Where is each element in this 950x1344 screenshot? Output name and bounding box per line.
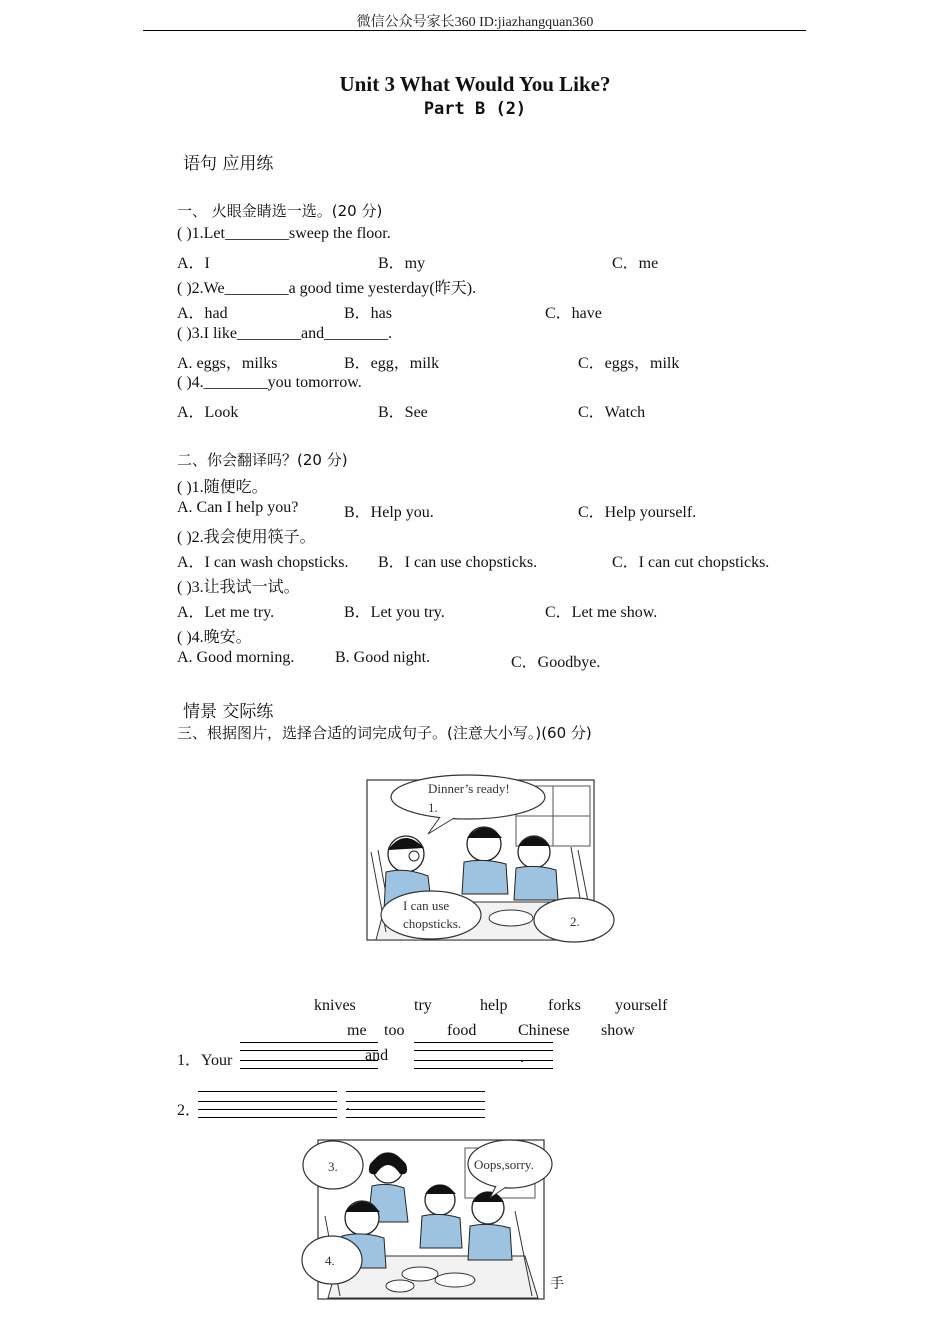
s1-q2-stem: ( )2.We________a good time yesterday(昨天). [177,280,477,297]
s3-sentence1-prefix: 1．Your [177,1052,233,1069]
s1-q3-stem: ( )3.I like________and________. [177,325,393,342]
s1-q3-option-a: A. eggs，milks [177,355,278,372]
s3-s1-blank2-line-d [414,1068,553,1069]
s2-q4-option-c: C．Goodbye. [511,654,601,671]
s3-s1-blank2-line-b [414,1050,553,1051]
word-knives: knives [314,997,356,1014]
bubble3-num-pic2: 3. [328,1159,338,1174]
bubble2-line1: I can use [403,898,450,913]
s1-q4-option-a: A．Look [177,404,239,421]
s3-s1-blank1-line-b [240,1050,378,1051]
s1-q2-option-b: B．has [344,305,393,322]
s3-s1-blank1-line-c [240,1060,378,1061]
s2-q2-option-b: B．I can use chopsticks. [378,554,538,571]
header-divider [143,30,806,31]
s2-q4-option-a: A. Good morning. [177,649,295,666]
s3-s2-blank2-line-d [346,1117,485,1118]
s2-q1-option-c: C．Help yourself. [578,504,697,521]
bubble2-line2: chopsticks. [403,916,462,931]
s3-s2-blank2-line-b [346,1101,485,1102]
s2-q3-option-a: A．Let me try. [177,604,275,621]
s3-sentence2-period: . [346,1097,350,1114]
word-show: show [601,1022,635,1039]
bubble3-num: 2. [570,914,580,929]
bubble-oops-sorry: Oops,sorry. [474,1157,534,1172]
word-yourself: yourself [615,997,668,1014]
s2-q2-stem: ( )2.我会使用筷子。 [177,529,316,546]
bubble1-num: 1. [428,800,438,815]
s2-q3-stem: ( )3.让我试一试。 [177,579,300,596]
s2-q1-option-b: B．Help you. [344,504,434,521]
s1-q4-option-c: C．Watch [578,404,646,421]
s2-q4-option-b: B. Good night. [335,649,431,666]
page-title: Unit 3 What Would You Like? [339,72,611,96]
word-try: try [414,997,432,1014]
s2-q3-option-b: B．Let you try. [344,604,445,621]
s3-s2-blank1-line-a [198,1091,337,1092]
s1-q2-option-c: C．have [545,305,602,322]
s3-sentence1-and: and [365,1047,389,1064]
s1-q3-option-c: C．eggs，milk [578,355,680,372]
s3-s2-blank2-line-a [346,1091,485,1092]
dinner-illustration-2 [300,1136,556,1302]
s3-s1-blank2-line-a [414,1042,553,1043]
bubble4-num: 4. [325,1253,335,1268]
s1-q1-option-b: B．my [378,255,426,272]
s1-q2-option-a: A．had [177,305,228,322]
s1-q1-option-c: C．me [612,255,659,272]
dinner-illustration-1 [366,772,618,944]
page-subtitle: Part B (2) [423,99,527,119]
s2-q4-stem: ( )4.晚安。 [177,629,252,646]
section1-heading: 一、 火眼金睛选一选。(20 分) [177,202,383,220]
s2-q3-option-c: C．Let me show. [545,604,658,621]
s3-sentence1-period: . [520,1049,524,1066]
s3-s1-blank2-line-c [414,1060,553,1061]
word-me: me [347,1022,367,1039]
s1-q4-option-b: B．See [378,404,428,421]
section3-heading: 三、根据图片，选择合适的词完成句子。(注意大小写。)(60 分) [177,724,592,742]
word-help: help [480,997,508,1014]
section2-heading: 二、你会翻译吗？(20 分) [177,451,348,469]
page-header: 微信公众号家长360 ID:jiazhangquan360 [356,15,594,30]
banner-sentence-practice: 语句 应用练 [183,154,274,174]
s3-s1-blank1-line-a [240,1042,378,1043]
s2-q1-stem: ( )1.随便吃。 [177,479,268,496]
word-food: food [447,1022,477,1039]
s2-q2-option-c: C．I can cut chopsticks. [612,554,770,571]
word-chinese: Chinese [518,1022,570,1039]
s3-s2-blank1-line-b [198,1101,337,1102]
s1-q3-option-b: B．egg，milk [344,355,440,372]
s3-sentence2-prefix: 2． [177,1102,202,1119]
s1-q1-stem: ( )1.Let________sweep the floor. [177,225,391,242]
word-forks: forks [548,997,581,1014]
s3-s2-blank1-line-c [198,1109,337,1110]
s3-s2-blank1-line-d [198,1117,337,1118]
word-too: too [384,1022,405,1039]
s3-s1-blank1-line-d [240,1068,378,1069]
s2-q2-option-a: A．I can wash chopsticks. [177,554,349,571]
s3-s2-blank2-line-c [346,1109,485,1110]
s1-q4-stem: ( )4.________you tomorrow. [177,374,362,391]
trailing-char: 手 [550,1277,564,1292]
bubble1-text: Dinner’s ready! [428,781,510,796]
banner-situation-practice: 情景 交际练 [183,702,274,722]
s1-q1-option-a: A．I [177,255,210,272]
s2-q1-option-a: A. Can I help you? [177,499,299,516]
